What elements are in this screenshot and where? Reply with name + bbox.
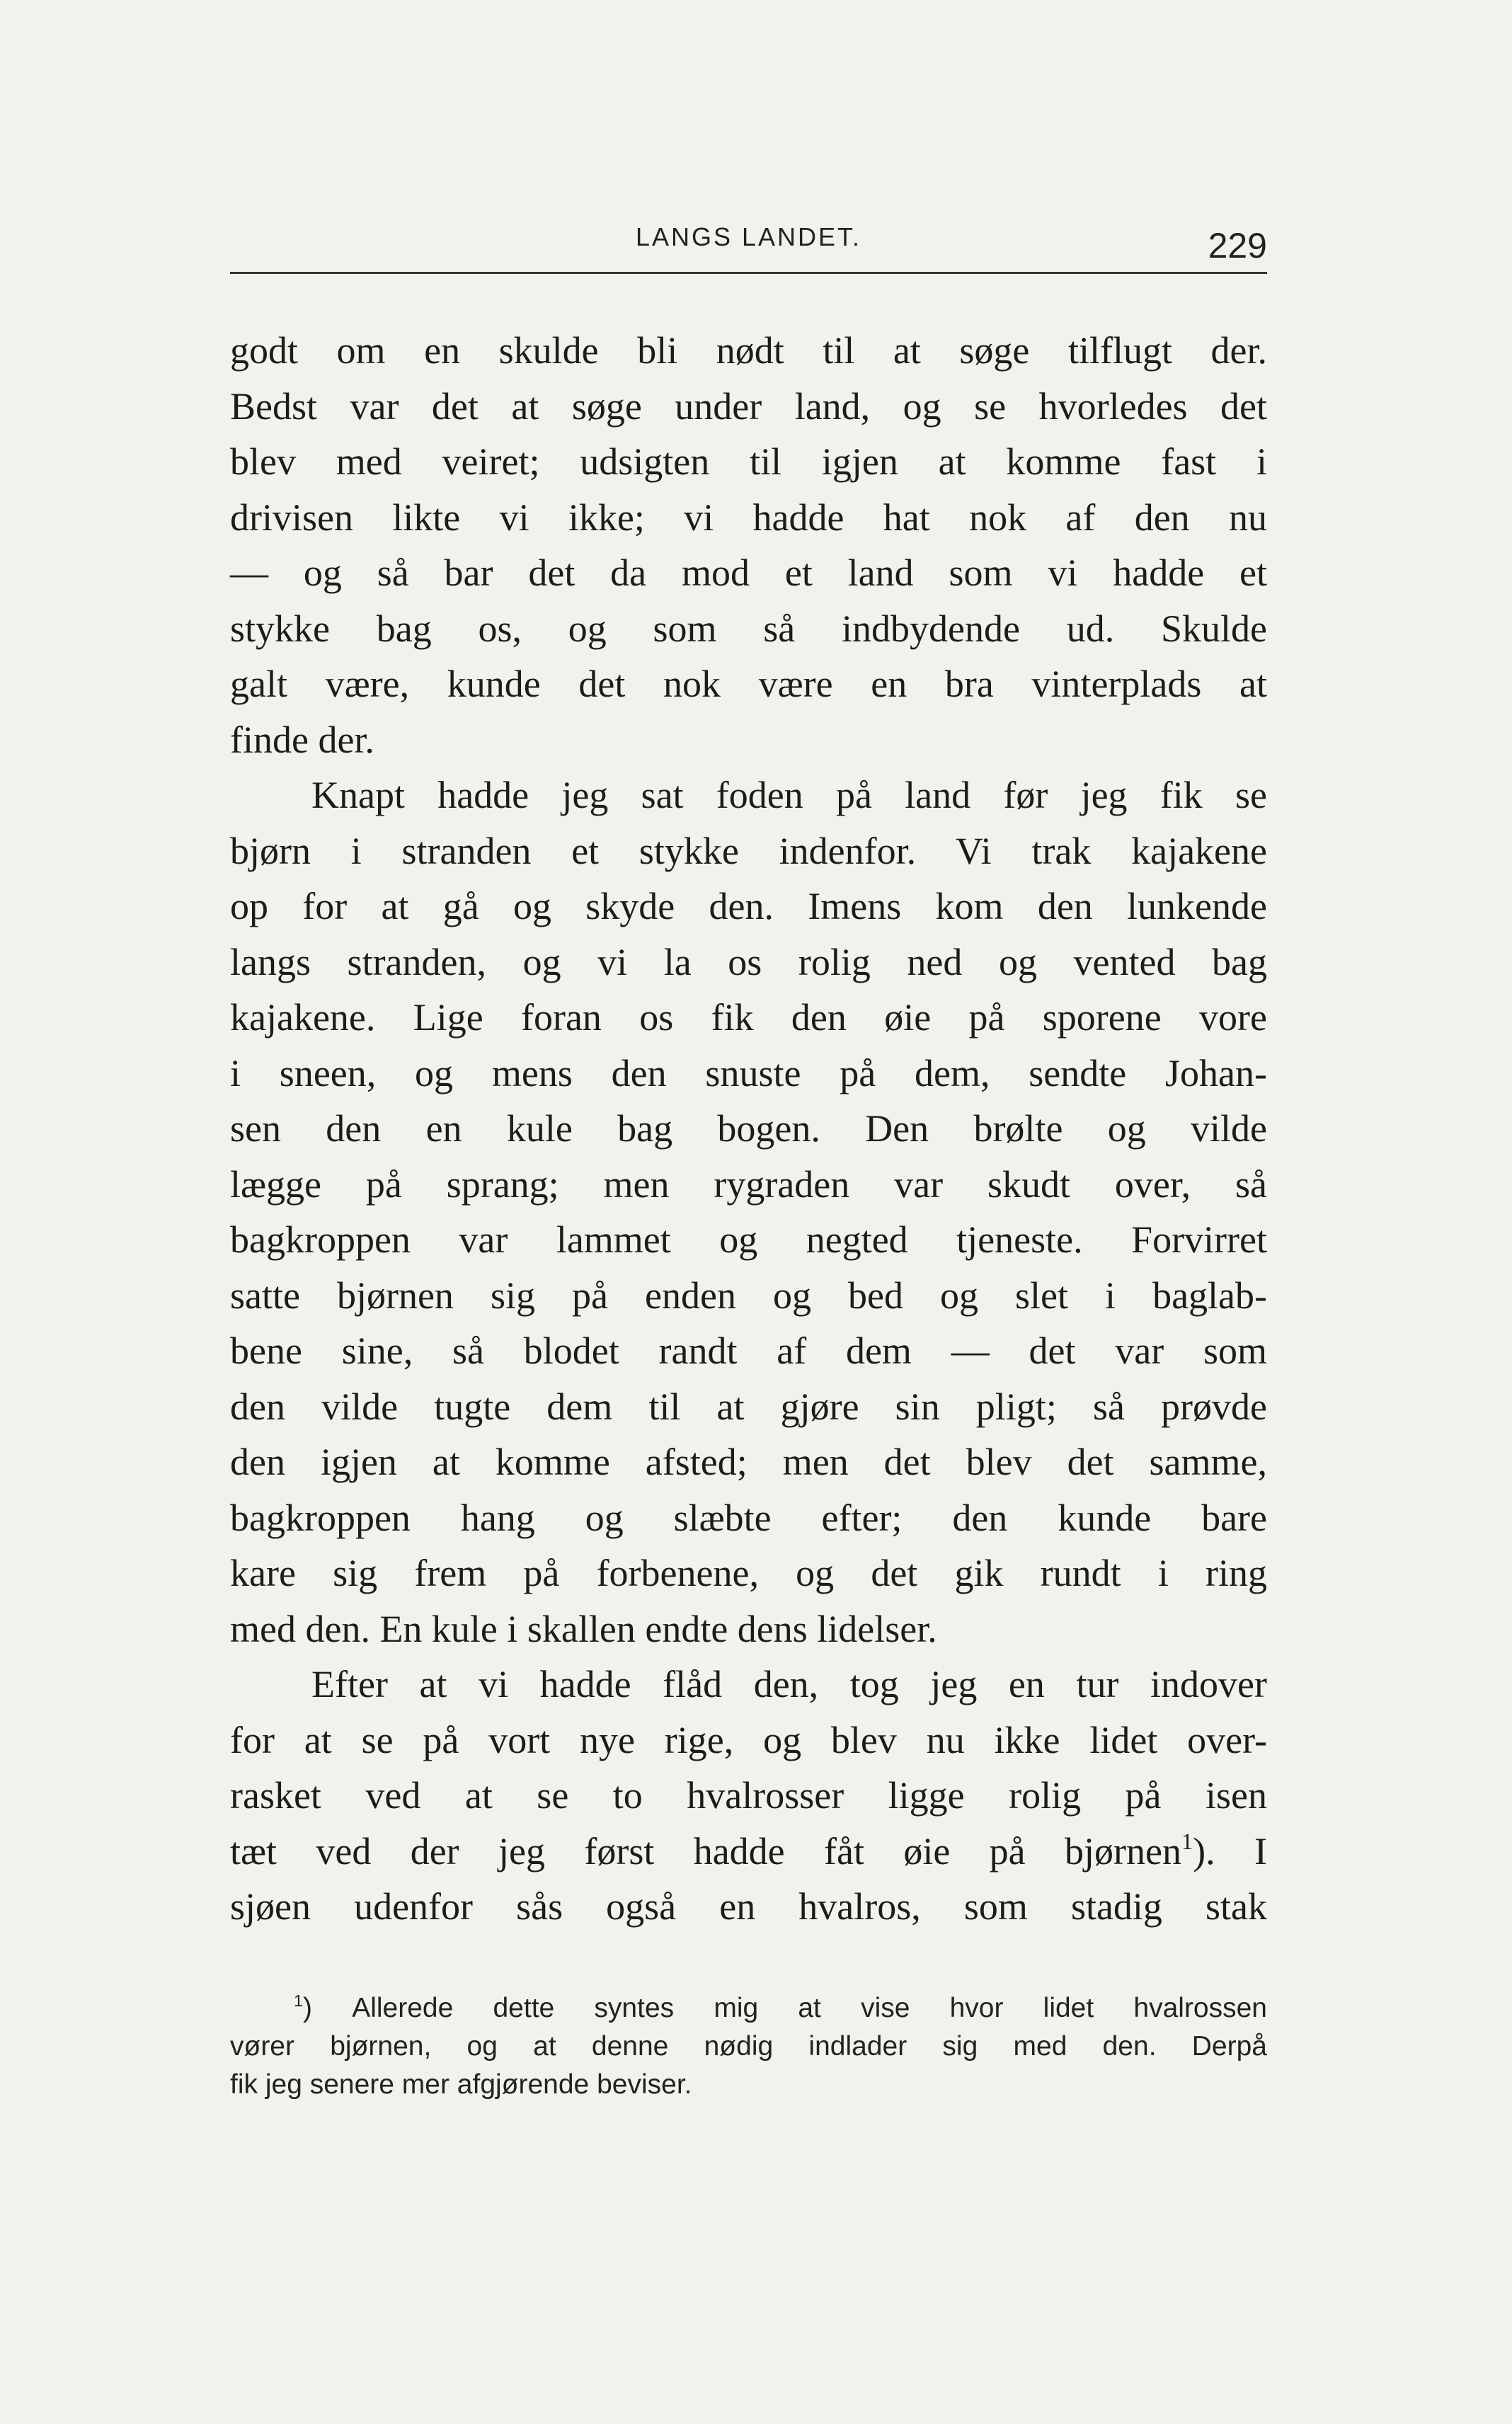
- text-segment: ). I: [1193, 1829, 1267, 1873]
- text-line: op for at gå og skyde den. Imens kom den lunkende: [230, 885, 1267, 927]
- text-line-with-footnote-ref: [230, 1824, 1267, 1880]
- footnote: [230, 1989, 1267, 2104]
- text-line: — og så bar det da mod et land som vi hadde et: [230, 551, 1267, 594]
- text-line: sjøen udenfor sås også en hvalros, som stadig stak: [230, 1885, 1267, 1928]
- text-line: stykke bag os, og som så indbydende ud. Skulde: [230, 607, 1267, 650]
- text-line: kare sig frem på forbenene, og det gik rundt i ring: [230, 1552, 1267, 1594]
- text-line: den vilde tugte dem til at gjøre sin pligt; så prøvde: [230, 1385, 1267, 1428]
- footnote-text: Allerede dette syntes mig at vise hvor lidet hvalrossen: [352, 1993, 1268, 2023]
- text-line: for at se på vort nye rige, og blev nu ikke lidet over-: [230, 1718, 1267, 1761]
- text-line: kajakene. Lige foran os fik den øie på sporene vore: [230, 996, 1267, 1039]
- text-line: bene sine, så blodet randt af dem — det var som: [230, 1330, 1267, 1372]
- text-line: finde der.: [230, 718, 374, 761]
- text-line: den igjen at komme afsted; men det blev det samme,: [230, 1441, 1267, 1483]
- footnote-ref-mark: 1: [1181, 1829, 1193, 1855]
- header-rule: [230, 272, 1267, 274]
- footnote-line: [230, 1989, 1267, 2028]
- footnote-mark-suffix: ): [303, 1993, 313, 2023]
- running-head: [230, 212, 1267, 276]
- text-line: bjørn i stranden et stykke indenfor. Vi trak kajakene: [230, 829, 1267, 872]
- text-line: sen den en kule bag bogen. Den brølte og vilde: [230, 1107, 1267, 1150]
- text-line: rasket ved at se to hvalrosser ligge rolig på isen: [230, 1774, 1267, 1817]
- footnote-mark: 1: [294, 1991, 304, 2010]
- page-number: 229: [1208, 226, 1267, 265]
- text-line: drivisen likte vi ikke; vi hadde hat nok af den nu: [230, 496, 1267, 539]
- footnote-line: fik jeg senere mer afgjørende beviser.: [230, 2069, 692, 2100]
- body-text: [230, 323, 1267, 1935]
- text-line: lægge på sprang; men rygraden var skudt over, så: [230, 1162, 1267, 1206]
- text-line: bagkroppen var lammet og negted tjeneste. Forvirret: [230, 1218, 1267, 1261]
- text-line: satte bjørnen sig på enden og bed og slet i baglab-: [230, 1274, 1267, 1317]
- text-line: godt om en skulde bli nødt til at søge tilflugt der.: [230, 329, 1267, 372]
- text-line: Bedst var det at søge under land, og se hvorledes det: [230, 384, 1267, 428]
- text-line: langs stranden, og vi la os rolig ned og vented bag: [230, 940, 1267, 983]
- text-line: med den. En kule i skallen endte dens lidelser.: [230, 1607, 937, 1650]
- text-line: blev med veiret; udsigten til igjen at komme fast i: [230, 440, 1267, 483]
- text-segment: tæt ved der jeg først hadde fåt øie på bjørnen: [230, 1829, 1181, 1873]
- text-line: bagkroppen hang og slæbte efter; den kunde bare: [230, 1496, 1267, 1539]
- footnote-line: vører bjørnen, og at denne nødig indlader sig med den. Derpå: [230, 2031, 1267, 2062]
- text-line: galt være, kunde det nok være en bra vinterplads at: [230, 663, 1267, 705]
- text-line: i sneen, og mens den snuste på dem, sendte Johan-: [230, 1051, 1267, 1094]
- text-line: Knapt hadde jeg sat foden på land før jeg fik se: [311, 774, 1267, 816]
- running-title: LANGS LANDET.: [635, 222, 862, 251]
- text-line: Efter at vi hadde flåd den, tog jeg en tur indover: [311, 1663, 1267, 1705]
